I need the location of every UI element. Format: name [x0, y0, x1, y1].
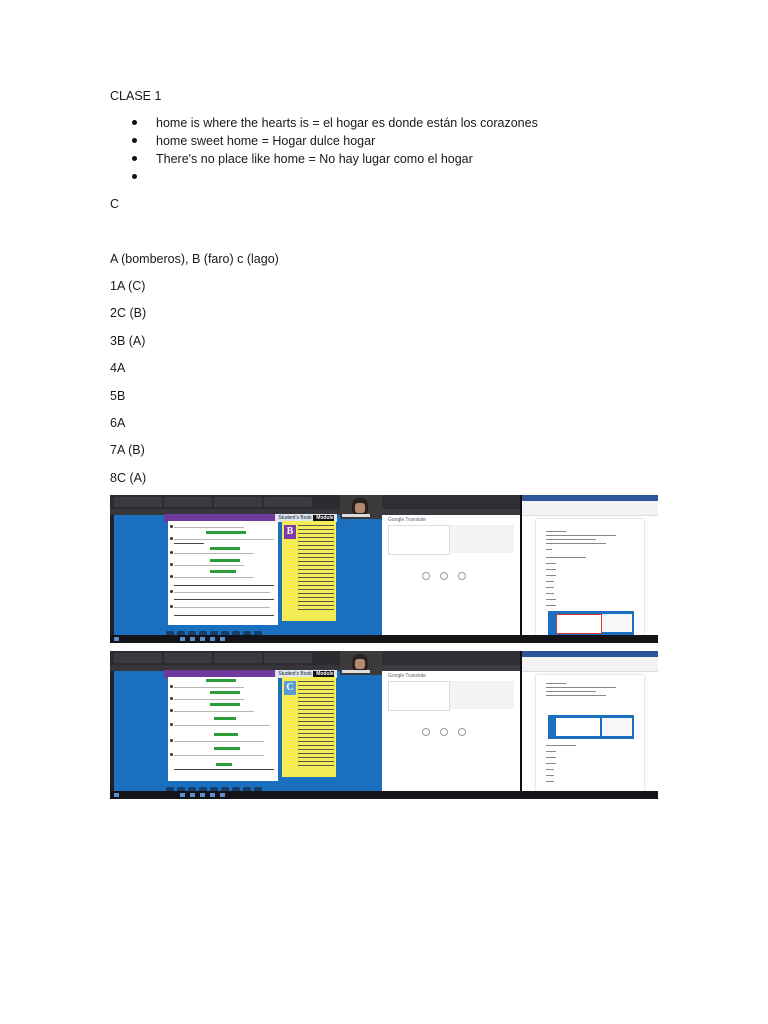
taskbar — [110, 635, 658, 643]
word-window — [522, 495, 658, 635]
viewer-toolbar — [166, 781, 306, 789]
document-heading: CLASE 1 — [110, 89, 162, 103]
embedded-screenshot-1 — [110, 495, 658, 643]
bullet-icon — [132, 138, 137, 143]
webcam-thumbnail — [340, 651, 382, 675]
section-letter: B — [284, 525, 296, 539]
translator-window: Google Translate — [382, 495, 520, 635]
viewer-toolbar — [166, 625, 306, 633]
answer-line: 7A (B) — [110, 443, 145, 457]
webcam-thumbnail — [340, 495, 382, 519]
list-item — [110, 168, 538, 186]
bullet-icon — [132, 174, 137, 179]
taskbar — [110, 791, 658, 799]
exercise-page — [168, 521, 278, 625]
answer-line: 6A — [110, 416, 126, 430]
line-c: C — [110, 197, 120, 211]
bullet-icon — [132, 156, 137, 161]
list-item: home is where the hearts is = el hogar es donde están los corazones — [110, 114, 538, 132]
line-options: A (bomberos), B (faro) c (lago) — [110, 252, 279, 266]
embedded-screenshot-2 — [110, 651, 658, 799]
translator-window: Google Translate — [382, 651, 520, 791]
list-item: There's no place like home = No hay lugar como el hogar — [110, 150, 538, 168]
module-tab: Student's Book Module — [275, 514, 337, 522]
bullet-icon — [132, 120, 137, 125]
phrase-list — [110, 114, 538, 186]
answer-line: 3B (A) — [110, 334, 146, 348]
answer-line: 1A (C) — [110, 279, 146, 293]
section-letter: C — [284, 681, 296, 695]
answer-line: 4A — [110, 361, 126, 375]
answer-line: 2C (B) — [110, 306, 147, 320]
answer-line: 8C (A) — [110, 471, 147, 485]
list-item: home sweet home = Hogar dulce hogar — [110, 132, 538, 150]
module-tab: Student's Book Module — [275, 670, 337, 678]
answer-line: 5B — [110, 389, 126, 403]
word-window — [522, 651, 658, 791]
